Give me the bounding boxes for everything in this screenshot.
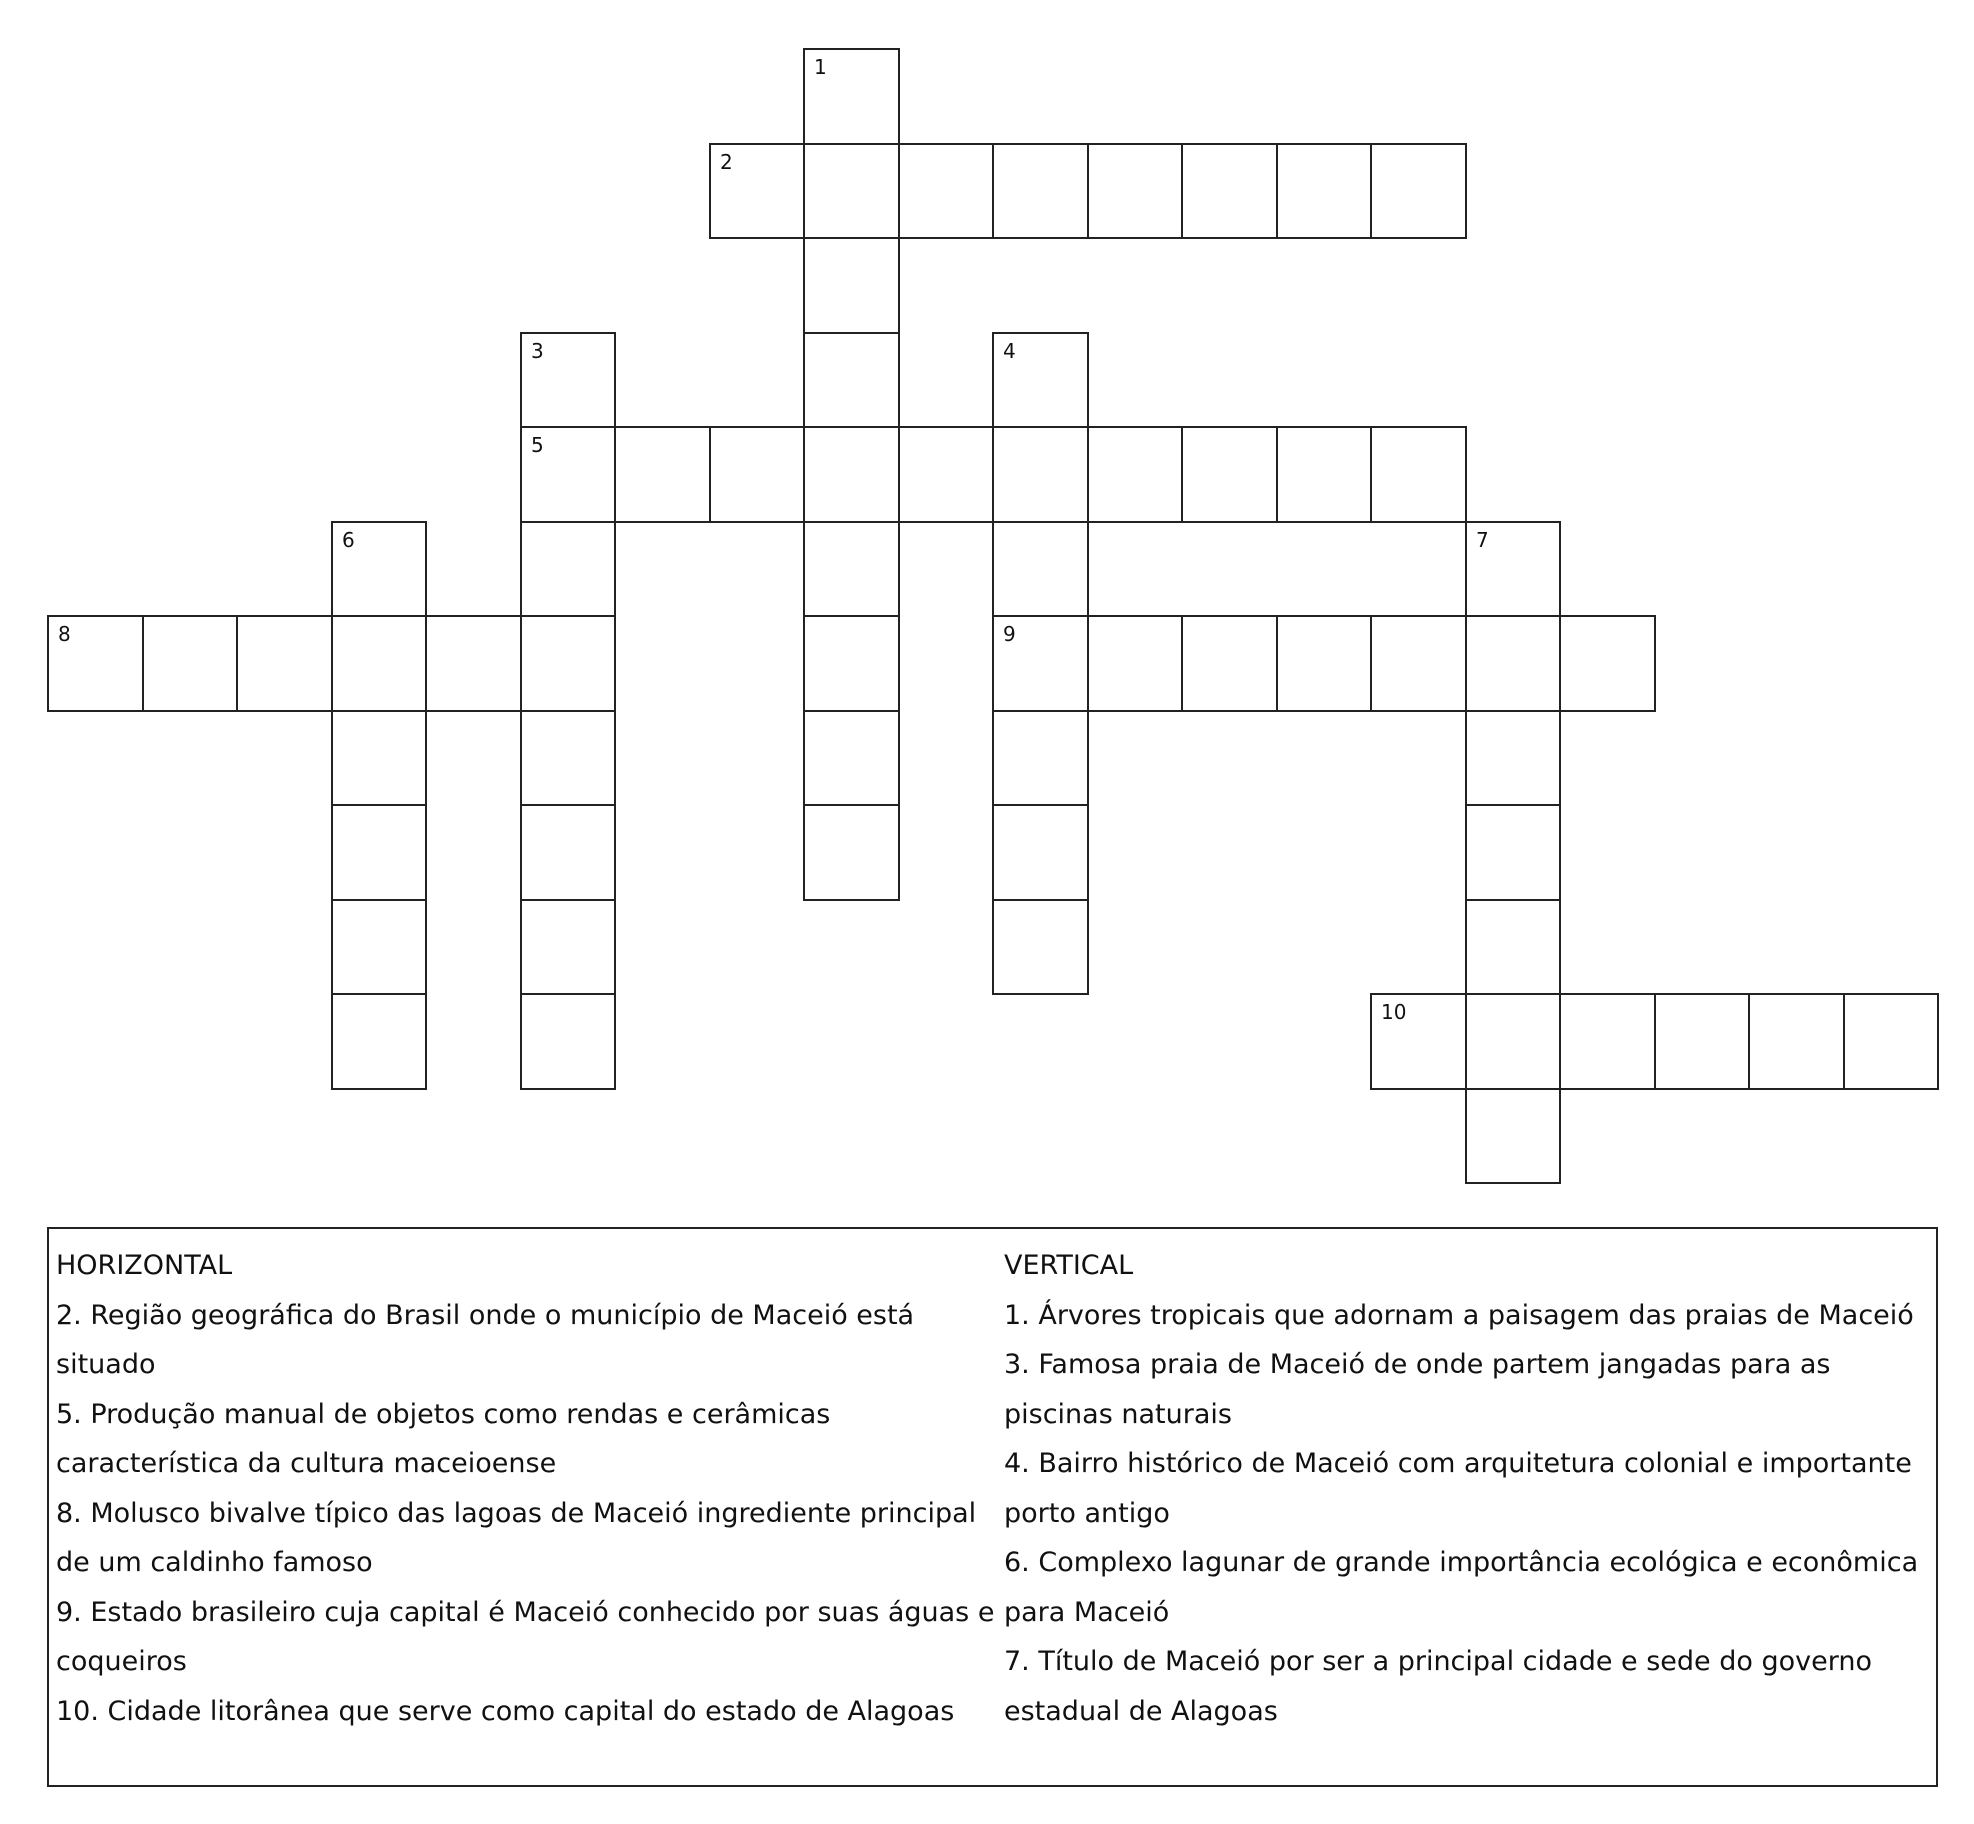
grid-cell[interactable]	[520, 615, 616, 712]
grid-cell[interactable]	[1748, 993, 1845, 1090]
grid-cell[interactable]	[331, 993, 427, 1090]
grid-cell[interactable]	[803, 332, 900, 428]
grid-cell[interactable]	[1276, 143, 1372, 239]
grid-cell[interactable]	[709, 143, 805, 239]
grid-cell[interactable]	[1843, 993, 1939, 1090]
grid-cell[interactable]	[1276, 615, 1372, 712]
grid-cell[interactable]	[803, 710, 900, 806]
grid-cell[interactable]	[709, 426, 805, 523]
clue-vertical-4: 4. Bairro histórico de Maceió com arquitetura colonial e importante porto antigo	[1004, 1448, 1912, 1529]
grid-cell[interactable]	[142, 615, 238, 712]
grid-cell[interactable]	[992, 615, 1089, 712]
clue-number: 6	[342, 528, 355, 552]
grid-cell[interactable]	[520, 804, 616, 901]
horizontal-clues	[56, 1241, 1006, 1736]
grid-cell[interactable]	[47, 615, 144, 712]
grid-cell[interactable]	[614, 426, 711, 523]
grid-cell[interactable]	[803, 48, 900, 145]
clue-horizontal-2: 2. Região geográfica do Brasil onde o município de Maceió está situado	[56, 1299, 915, 1380]
clue-number: 10	[1381, 1000, 1407, 1024]
grid-cell[interactable]	[331, 521, 427, 617]
grid-cell[interactable]	[992, 804, 1089, 901]
grid-cell[interactable]	[1370, 426, 1467, 523]
grid-cell[interactable]	[1465, 710, 1561, 806]
grid-cell[interactable]	[1465, 521, 1561, 617]
clue-number: 9	[1003, 622, 1016, 646]
horizontal-heading: HORIZONTAL	[56, 1250, 233, 1281]
grid-cell[interactable]	[1559, 993, 1656, 1090]
grid-cell[interactable]	[520, 993, 616, 1090]
grid-cell[interactable]	[803, 143, 900, 239]
grid-cell[interactable]	[1370, 993, 1467, 1090]
grid-cell[interactable]	[992, 143, 1089, 239]
grid-cell[interactable]	[1087, 426, 1183, 523]
grid-cell[interactable]	[1087, 143, 1183, 239]
grid-cell[interactable]	[1370, 143, 1467, 239]
clue-vertical-1: 1. Árvores tropicais que adornam a paisagem das praias de Maceió	[1004, 1299, 1914, 1331]
grid-cell[interactable]	[1465, 899, 1561, 995]
grid-cell[interactable]	[1181, 615, 1278, 712]
clue-horizontal-8: 8. Molusco bivalve típico das lagoas de Maceió ingrediente principal de um caldinho famoso	[56, 1497, 977, 1578]
grid-cell[interactable]	[992, 899, 1089, 995]
grid-cell[interactable]	[1465, 615, 1561, 712]
grid-cell[interactable]	[520, 710, 616, 806]
grid-cell[interactable]	[331, 615, 427, 712]
clue-horizontal-5: 5. Produção manual de objetos como rendas e cerâmicas característica da cultura maceioense	[56, 1398, 831, 1479]
clue-horizontal-10: 10. Cidade litorânea que serve como capital do estado de Alagoas	[56, 1695, 955, 1727]
grid-cell[interactable]	[1465, 804, 1561, 901]
grid-cell[interactable]	[1559, 615, 1656, 712]
grid-cell[interactable]	[331, 804, 427, 901]
vertical-heading: VERTICAL	[1004, 1250, 1134, 1281]
grid-cell[interactable]	[1181, 426, 1278, 523]
grid-cell[interactable]	[803, 426, 900, 523]
grid-cell[interactable]	[1370, 615, 1467, 712]
clue-number: 5	[531, 433, 544, 457]
clue-vertical-3: 3. Famosa praia de Maceió de onde partem jangadas para as piscinas naturais	[1004, 1349, 1831, 1430]
grid-cell[interactable]	[898, 426, 994, 523]
clue-vertical-6: 6. Complexo lagunar de grande importância ecológica e econômica para Maceió	[1004, 1547, 1919, 1628]
grid-cell[interactable]	[1276, 426, 1372, 523]
grid-cell[interactable]	[992, 426, 1089, 523]
clue-number: 7	[1476, 528, 1489, 552]
clues-box	[47, 1227, 1938, 1787]
grid-cell[interactable]	[992, 332, 1089, 428]
clue-number: 2	[720, 150, 733, 174]
clue-vertical-7: 7. Título de Maceió por ser a principal cidade e sede do governo estadual de Alagoas	[1004, 1646, 1872, 1727]
grid-cell[interactable]	[520, 899, 616, 995]
grid-cell[interactable]	[236, 615, 333, 712]
grid-cell[interactable]	[1465, 993, 1561, 1090]
clue-number: 3	[531, 339, 544, 363]
grid-cell[interactable]	[992, 710, 1089, 806]
grid-cell[interactable]	[331, 710, 427, 806]
grid-cell[interactable]	[520, 332, 616, 428]
grid-cell[interactable]	[898, 143, 994, 239]
vertical-clues	[1004, 1241, 1919, 1736]
clue-number: 1	[814, 55, 827, 79]
grid-cell[interactable]	[803, 521, 900, 617]
clue-horizontal-9: 9. Estado brasileiro cuja capital é Maceió conhecido por suas águas e coqueiros	[56, 1596, 995, 1677]
grid-cell[interactable]	[331, 899, 427, 995]
grid-cell[interactable]	[992, 521, 1089, 617]
grid-cell[interactable]	[425, 615, 522, 712]
grid-cell[interactable]	[803, 804, 900, 901]
grid-cell[interactable]	[1465, 1088, 1561, 1184]
grid-cell[interactable]	[803, 237, 900, 334]
grid-cell[interactable]	[1087, 615, 1183, 712]
grid-cell[interactable]	[1181, 143, 1278, 239]
grid-cell[interactable]	[803, 615, 900, 712]
clue-number: 4	[1003, 339, 1016, 363]
grid-cell[interactable]	[520, 521, 616, 617]
clue-number: 8	[58, 622, 71, 646]
grid-cell[interactable]	[1654, 993, 1750, 1090]
grid-cell[interactable]	[520, 426, 616, 523]
